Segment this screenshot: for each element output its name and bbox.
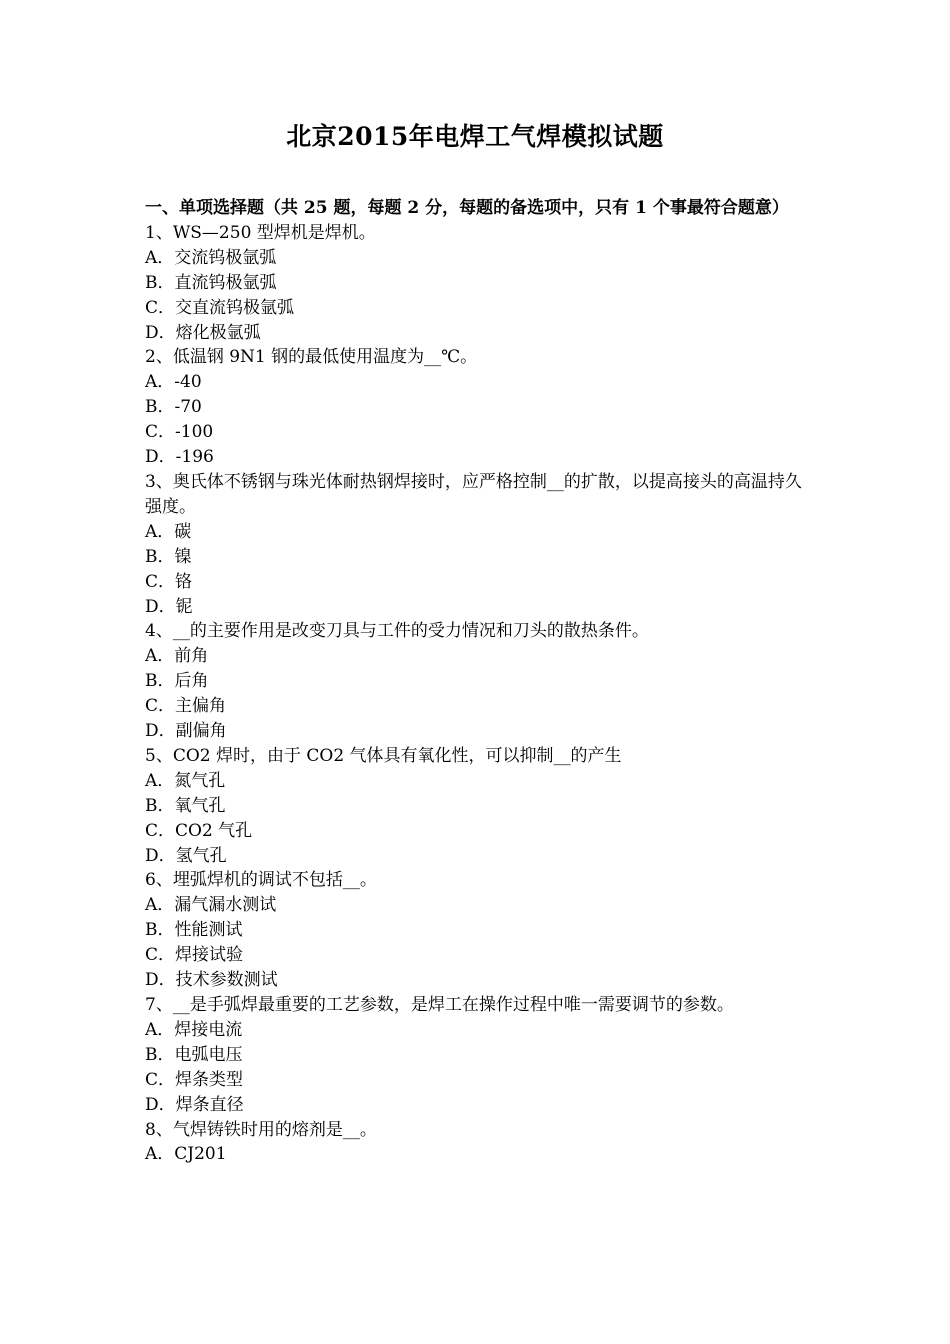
question-7 xyxy=(145,993,810,1118)
option-b: B．-70 xyxy=(145,397,202,418)
option-a: A．前角 xyxy=(145,646,209,667)
option-b: B．后角 xyxy=(145,671,209,692)
option-c: C．焊条类型 xyxy=(145,1069,244,1090)
question-stem: 3、奥氏体不锈钢与珠光体耐热钢焊接时，应严格控制__的扩散，以提高接头的高温持久强度。 xyxy=(145,471,802,517)
option-b: B．电弧电压 xyxy=(145,1044,243,1065)
option-a: A．氮气孔 xyxy=(145,770,226,791)
option-a: A．漏气漏水测试 xyxy=(145,895,277,916)
question-stem: 6、埋弧焊机的调试不包括__。 xyxy=(145,870,377,891)
option-b: B．镍 xyxy=(145,546,192,567)
question-8 xyxy=(145,1118,810,1168)
option-c: C．交直流钨极氩弧 xyxy=(145,297,295,318)
question-stem: 7、__是手弧焊最重要的工艺参数，是焊工在操作过程中唯一需要调节的参数。 xyxy=(145,995,734,1015)
question-stem: 2、低温钢 9N1 钢的最低使用温度为__℃。 xyxy=(145,347,478,368)
option-d: D．技术参数测试 xyxy=(145,970,278,991)
option-b: B．性能测试 xyxy=(145,920,243,941)
option-d: D．副偏角 xyxy=(145,721,227,742)
question-3 xyxy=(145,470,810,619)
option-a: A．-40 xyxy=(145,372,202,393)
section-heading: 一、单项选择题（共 25 题，每题 2 分，每题的备选项中，只有 1 个事最符合题意） xyxy=(145,198,789,218)
option-b: B．氧气孔 xyxy=(145,795,226,816)
option-a: A．焊接电流 xyxy=(145,1019,243,1040)
option-c: C．铬 xyxy=(145,571,193,592)
option-c: C．-100 xyxy=(145,422,214,443)
document-body xyxy=(145,196,810,1167)
option-a: A．碳 xyxy=(145,521,192,542)
option-a: A．交流钨极氩弧 xyxy=(145,247,277,268)
option-c: C．主偏角 xyxy=(145,696,227,717)
document-title: 北京2015年电焊工气焊模拟试题 xyxy=(286,122,664,151)
question-2 xyxy=(145,345,810,470)
question-stem: 4、__的主要作用是改变刀具与工件的受力情况和刀头的散热条件。 xyxy=(145,621,649,642)
option-d: D．-196 xyxy=(145,447,214,468)
question-4 xyxy=(145,619,810,744)
option-a: A．CJ201 xyxy=(145,1144,227,1165)
question-stem: 5、CO2 焊时，由于 CO2 气体具有氧化性，可以抑制__的产生 xyxy=(145,745,622,766)
option-d: D．焊条直径 xyxy=(145,1094,244,1115)
option-d: D．氢气孔 xyxy=(145,845,227,866)
option-c: C．CO2 气孔 xyxy=(145,820,253,841)
question-5 xyxy=(145,744,810,869)
question-1 xyxy=(145,221,810,346)
option-d: D．铌 xyxy=(145,596,193,617)
question-6 xyxy=(145,868,810,993)
question-stem: 1、WS—250 型焊机是焊机。 xyxy=(145,222,376,243)
option-d: D．熔化极氩弧 xyxy=(145,322,261,343)
option-b: B．直流钨极氩弧 xyxy=(145,272,277,293)
option-c: C．焊接试验 xyxy=(145,945,244,966)
question-stem: 8、气焊铸铁时用的熔剂是__。 xyxy=(145,1119,377,1140)
